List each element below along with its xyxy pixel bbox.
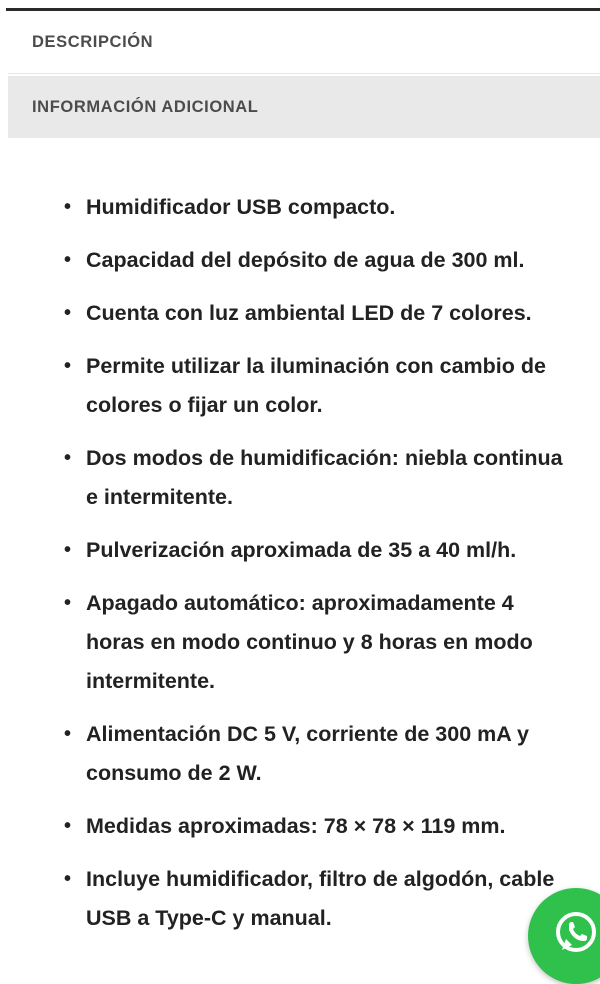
list-item-text: Pulverización aproximada de 35 a 40 ml/h. [86, 538, 517, 562]
bullet-icon: • [64, 249, 72, 271]
list-item [64, 715, 572, 793]
tab-additional-info-label: INFORMACIÓN ADICIONAL [32, 97, 259, 116]
tab-additional-info[interactable] [8, 76, 600, 138]
list-item [64, 347, 572, 425]
bullet-icon: • [64, 868, 72, 890]
bullet-icon: • [64, 355, 72, 377]
list-item [64, 807, 572, 846]
bullet-icon: • [64, 723, 72, 745]
bullet-icon: • [64, 539, 72, 561]
tab-description-label: DESCRIPCIÓN [32, 33, 154, 51]
tab-top-border [6, 8, 600, 11]
list-item-text: Apagado automático: aproximadamente 4 horas en modo continuo y 8 horas en modo intermitente. [86, 591, 533, 693]
list-item-text: Incluye humidificador, filtro de algodón, cable USB a Type-C y manual. [86, 867, 555, 930]
list-item [64, 860, 572, 938]
list-item [64, 584, 572, 701]
list-item-text: Alimentación DC 5 V, corriente de 300 mA y consumo de 2 W. [86, 722, 529, 785]
whatsapp-icon [550, 906, 600, 958]
list-item-text: Humidificador USB compacto. [86, 195, 396, 219]
bullet-icon: • [64, 302, 72, 324]
bullet-icon: • [64, 196, 72, 218]
list-item-text: Medidas aproximadas: 78 × 78 × 119 mm. [86, 814, 506, 838]
tab-description[interactable] [8, 12, 600, 74]
list-item-text: Capacidad del depósito de agua de 300 ml. [86, 248, 525, 272]
bullet-icon: • [64, 815, 72, 837]
list-item [64, 531, 572, 570]
list-item-text: Dos modos de humidificación: niebla continua e intermitente. [86, 446, 563, 509]
list-item [64, 294, 572, 333]
bullet-icon: • [64, 592, 72, 614]
list-item [64, 188, 572, 227]
list-item [64, 439, 572, 517]
feature-list [64, 188, 572, 952]
bullet-icon: • [64, 447, 72, 469]
list-item [64, 241, 572, 280]
list-item-text: Permite utilizar la iluminación con cambio de colores o fijar un color. [86, 354, 546, 417]
list-item-text: Cuenta con luz ambiental LED de 7 colores. [86, 301, 532, 325]
